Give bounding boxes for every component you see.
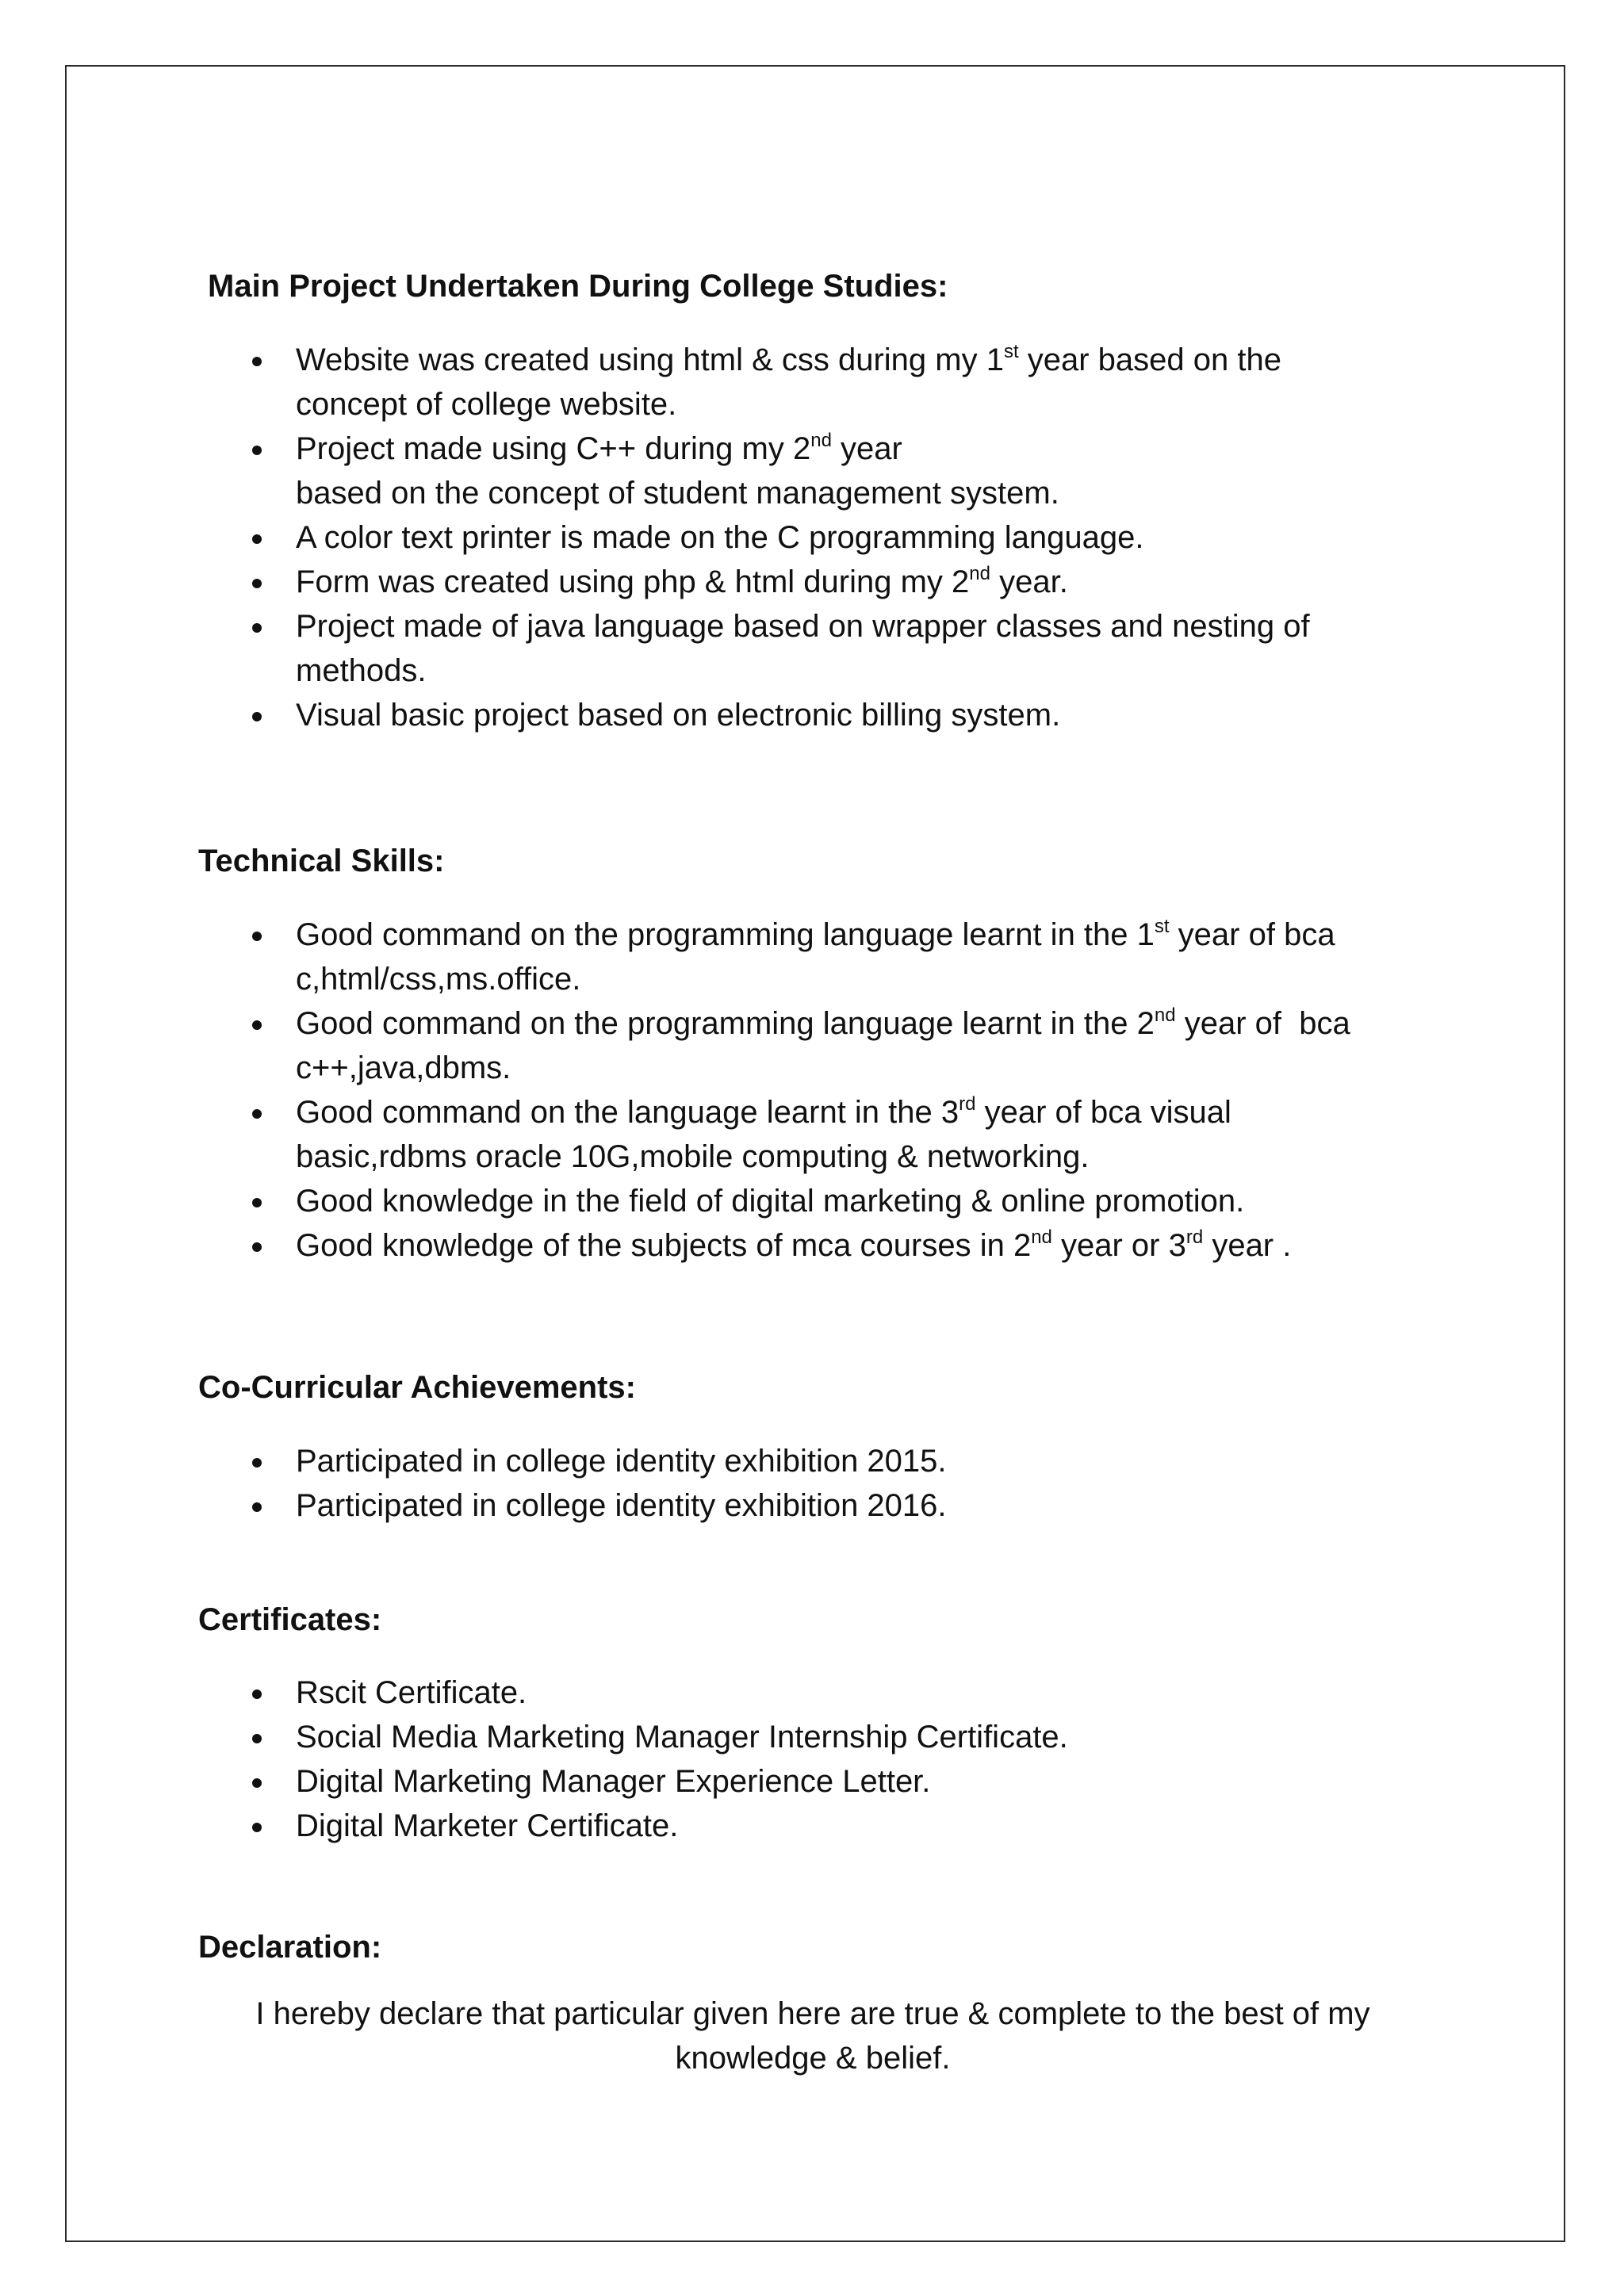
item-text: Digital Marketing Manager Experience Letter. — [296, 1764, 931, 1799]
item-text: Visual basic project based on electronic billing system. — [296, 698, 1061, 733]
list-item — [0, 515, 1624, 560]
bullet-icon — [252, 1458, 262, 1468]
item-text: A color text printer is made on the C programming language. — [296, 520, 1144, 555]
item-sup: rd — [959, 1093, 976, 1115]
list-item — [0, 560, 1624, 604]
bullet-icon — [252, 534, 262, 544]
item-text: Good command on the programming language learnt in the 2 — [296, 1006, 1155, 1041]
item-text: Participated in college identity exhibition 2015. — [296, 1444, 947, 1479]
item-text: Digital Marketer Certificate. — [296, 1808, 679, 1843]
bullet-icon — [252, 1020, 262, 1030]
list-item — [0, 1223, 1624, 1268]
item-text: year of bca visual — [975, 1095, 1231, 1130]
declaration-text — [174, 1992, 1451, 2080]
item-text: year based on the — [1018, 342, 1281, 377]
list-item — [0, 1759, 1624, 1804]
bullet-icon — [252, 1242, 262, 1252]
declaration-line: I hereby declare that particular given here are true & complete to the best of my — [255, 1996, 1370, 2031]
item-sup: nd — [810, 430, 832, 451]
certificates-list — [0, 1670, 1624, 1848]
list-item — [0, 427, 1624, 515]
item-text: Good knowledge of the subjects of mca courses in 2 — [296, 1228, 1032, 1263]
bullet-icon — [252, 1198, 262, 1207]
item-text: Social Media Marketing Manager Internship Certificate. — [296, 1720, 1068, 1755]
bullet-icon — [252, 1823, 262, 1832]
item-text: concept of college website. — [296, 387, 677, 422]
cocurricular-heading: Co-Curricular Achievements: — [198, 1370, 636, 1405]
certificates-heading: Certificates: — [198, 1602, 382, 1637]
skills-list — [0, 913, 1624, 1268]
bullet-icon — [252, 932, 262, 941]
item-sup: st — [1003, 341, 1019, 362]
item-text: Good knowledge in the field of digital marketing & online promotion. — [296, 1184, 1245, 1219]
projects-heading: Main Project Undertaken During College Studies: — [208, 269, 948, 304]
item-text: methods. — [296, 653, 427, 688]
item-sup: nd — [1031, 1226, 1052, 1248]
bullet-icon — [252, 1689, 262, 1699]
bullet-icon — [252, 1778, 262, 1788]
item-text: Project made using C++ during my 2 — [296, 431, 811, 466]
item-text: Rscit Certificate. — [296, 1675, 527, 1710]
item-text: year. — [990, 564, 1068, 599]
declaration-heading: Declaration: — [198, 1930, 382, 1965]
item-text: year — [831, 431, 902, 466]
item-text: Website was created using html & css during my 1 — [296, 342, 1004, 377]
item-text: Participated in college identity exhibition 2016. — [296, 1488, 947, 1523]
bullet-icon — [252, 1734, 262, 1743]
item-sup: rd — [1185, 1226, 1204, 1248]
list-item — [0, 604, 1624, 693]
item-text: year of bca — [1169, 917, 1335, 952]
cocurricular-list — [0, 1439, 1624, 1528]
list-item — [0, 1001, 1624, 1090]
item-text: c++,java,dbms. — [296, 1050, 511, 1085]
item-text: year . — [1203, 1228, 1292, 1263]
list-item — [0, 1670, 1624, 1715]
list-item — [0, 1090, 1624, 1179]
list-item — [0, 1715, 1624, 1759]
bullet-icon — [252, 1502, 262, 1512]
bullet-icon — [252, 357, 262, 366]
bullet-icon — [252, 1109, 262, 1119]
bullet-icon — [252, 579, 262, 588]
projects-list — [0, 338, 1624, 737]
bullet-icon — [252, 712, 262, 721]
item-text: Good command on the programming language learnt in the 1 — [296, 917, 1155, 952]
item-sup: st — [1154, 916, 1170, 937]
item-text: Project made of java language based on wrapper classes and nesting of — [296, 609, 1310, 644]
item-text: year of bca — [1175, 1006, 1350, 1041]
list-item — [0, 1179, 1624, 1223]
item-sup: nd — [1154, 1004, 1176, 1026]
list-item — [0, 338, 1624, 427]
list-item — [0, 1439, 1624, 1483]
list-item — [0, 693, 1624, 737]
item-text: basic,rdbms oracle 10G,mobile computing & networking. — [296, 1139, 1090, 1174]
declaration-line: knowledge & belief. — [675, 2041, 951, 2076]
item-text: Form was created using php & html during my 2 — [296, 564, 970, 599]
item-text: Good command on the language learnt in the 3 — [296, 1095, 959, 1130]
list-item — [0, 913, 1624, 1001]
list-item — [0, 1804, 1624, 1848]
item-text: based on the concept of student management system. — [296, 476, 1059, 511]
bullet-icon — [252, 623, 262, 633]
skills-heading: Technical Skills: — [198, 844, 445, 878]
item-text: c,html/css,ms.office. — [296, 962, 581, 997]
item-text: year or 3 — [1051, 1228, 1186, 1263]
bullet-icon — [252, 446, 262, 455]
list-item — [0, 1483, 1624, 1528]
item-sup: nd — [969, 563, 990, 584]
